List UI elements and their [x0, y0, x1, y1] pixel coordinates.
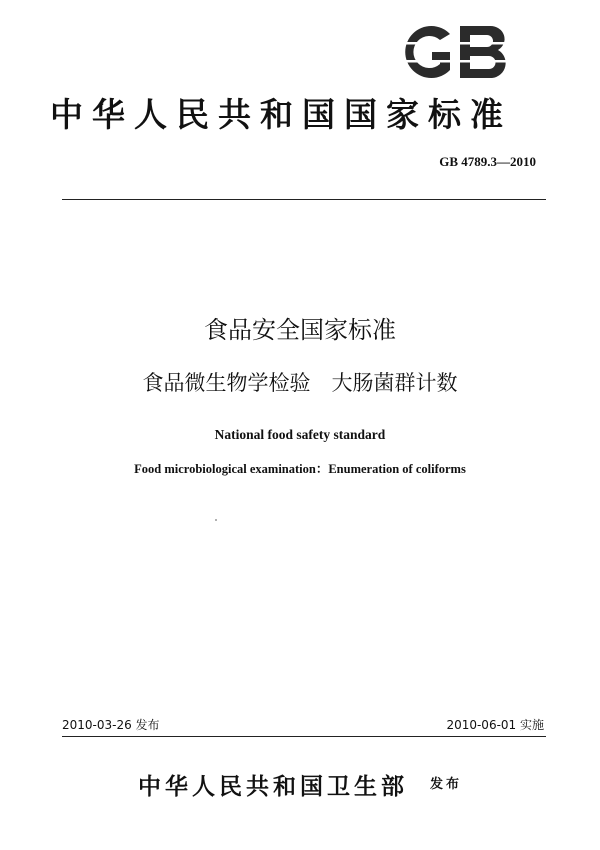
issue-date: 2010-03-26 发布	[62, 718, 160, 732]
top-divider	[62, 199, 546, 200]
issuer-suffix: 发布	[430, 777, 463, 792]
gb-logo	[398, 20, 516, 84]
header-title: 中华人民共和国国家标准	[50, 95, 512, 134]
implementation-date: 2010-06-01 实施	[446, 718, 544, 732]
scan-speck	[215, 519, 217, 521]
standard-number: GB 4789.3—2010	[439, 154, 536, 169]
document-title-cn: 食品安全国家标准	[204, 316, 396, 344]
gb-logo-icon	[398, 20, 516, 84]
document-subtitle-cn: 食品微生物学检验 大肠菌群计数	[142, 371, 458, 395]
bottom-divider	[62, 736, 546, 737]
document-subtitle-en: Food microbiological examination：Enumeration of coliforms	[134, 462, 466, 476]
document-title-en: National food safety standard	[214, 427, 386, 442]
issuer-name: 中华人民共和国卫生部	[138, 773, 408, 800]
